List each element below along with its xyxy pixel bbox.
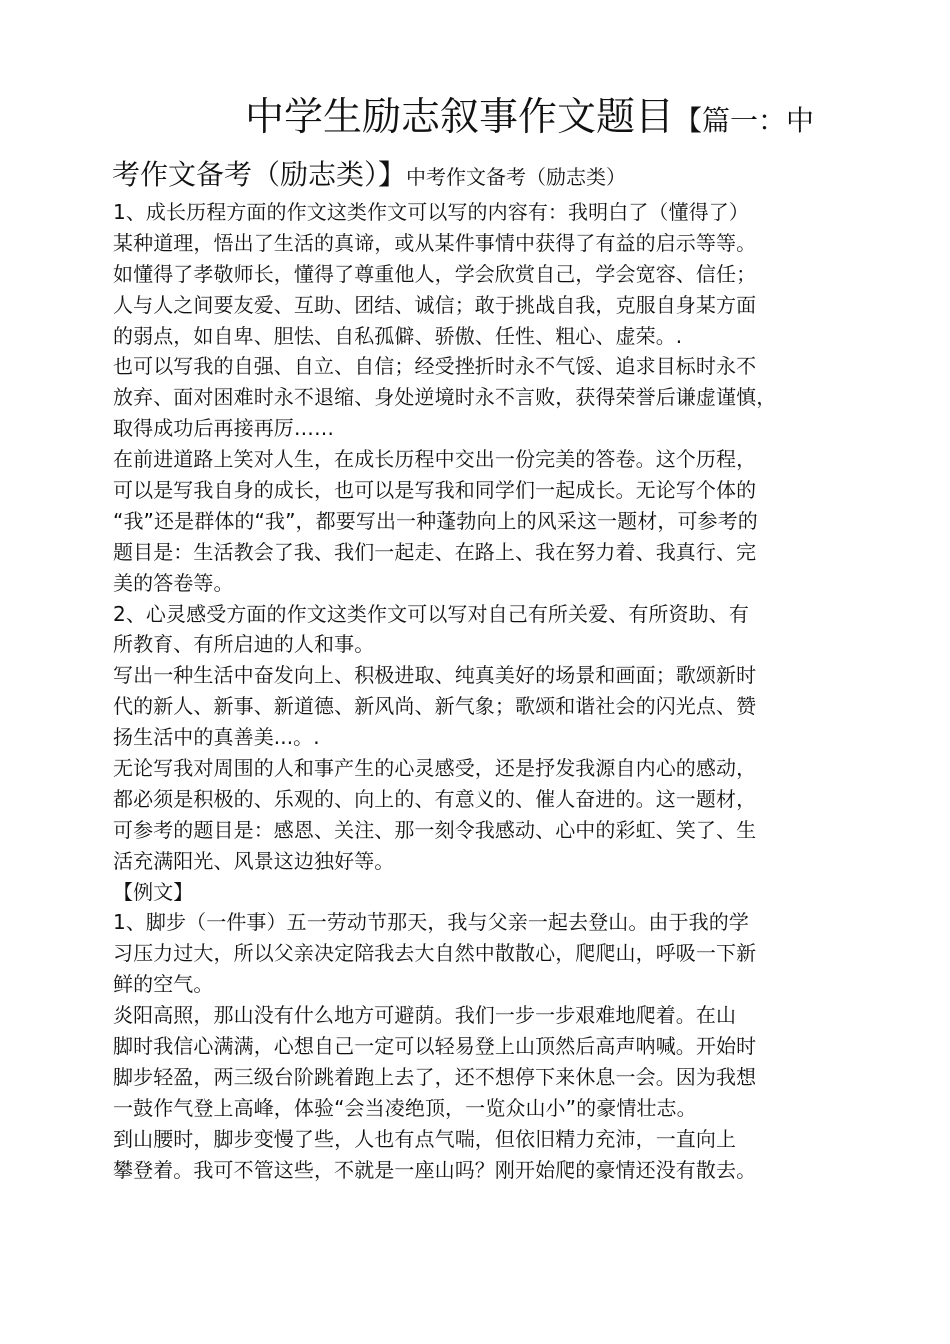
title-main: 中学生励志叙事作文题目 [245,95,675,140]
title-line2-bracket: 】 [378,158,407,191]
text-line: 都必须是积极的、乐观的、向上的、有意义的、催人奋进的。这一题材， [113,786,757,811]
text-line: 1、成长历程方面的作文这类作文可以写的内容有：我明白了（懂得了） [113,200,749,224]
text-line: 也可以写我的自强、自立、自信；经受挫折时永不气馁、追求目标时永不 [113,354,757,379]
text-line: 人与人之间要友爱、互助、团结、诚信；敢于挑战自我，克服自身某方面 [113,292,757,317]
title-bracket-part: 【篇一：中 [674,104,815,137]
text-line: 如懂得了孝敬师长，懂得了尊重他人，学会欣赏自己，学会宽容、信任； [113,261,757,286]
document-title-continued [112,155,626,199]
text-line: 可参考的题目是：感恩、关注、那一刻令我感动、心中的彩虹、笑了、生 [113,817,757,842]
text-line: 2、心灵感受方面的作文这类作文可以写对自己有所关爱、有所资助、有 [113,601,749,626]
text-line: 炎阳高照，那山没有什么地方可避荫。我们一步一步艰难地爬着。在山 [113,1003,737,1028]
text-line: 扬生活中的真善美...。. [113,725,320,750]
text-line: 题目是：生活教会了我、我们一起走、在路上、我在努力着、我真行、完 [113,539,757,564]
text-line: “我”还是群体的“我”，都要写出一种蓬勃向上的风采这一题材，可参考的 [113,508,758,533]
text-line: 鲜的空气。 [113,972,214,997]
title-line2-main: 考作文备考（励志类） [112,158,379,191]
text-line: 代的新人、新事、新道德、新风尚、新气象；歌颂和谐社会的闪光点、赞 [113,694,757,719]
text-line: 可以是写我自身的成长，也可以是写我和同学们一起成长。无论写个体的 [113,478,757,503]
text-line: 放弃、面对困难时永不退缩、身处逆境时永不言败，获得荣誉后谦虚谨慎， [113,385,777,410]
text-line: 脚步轻盈，两三级台阶跳着跑上去了，还不想停下来休息一会。因为我想 [113,1064,757,1089]
text-line: 脚时我信心满满，心想自己一定可以轻易登上山顶然后高声呐喊。开始时 [113,1034,757,1059]
text-line: 写出一种生活中奋发向上、积极进取、纯真美好的场景和画面；歌颂新时 [113,663,757,688]
text-line: 某种道理，悟出了生活的真谛，或从某件事情中获得了有益的启示等等。 [113,230,757,255]
title-line2-small: 中考作文备考（励志类） [406,165,627,189]
text-line: 所教育、有所启迪的人和事。 [113,632,375,657]
text-line: 1、脚步（一件事）五一劳动节那天，我与父亲一起去登山。由于我的学 [113,910,749,935]
text-line: 活充满阳光、风景这边独好等。 [113,848,395,873]
text-line: 在前进道路上笑对人生，在成长历程中交出一份完美的答卷。这个历程， [113,447,757,472]
text-line: 攀登着。我可不管这些，不就是一座山吗？刚开始爬的豪情还没有散去。 [113,1157,757,1182]
document-body [113,197,883,1186]
text-line: 的弱点，如自卑、胆怯、自私孤僻、骄傲、任性、粗心、虚荣。. [113,323,683,348]
text-line: 美的答卷等。 [113,570,234,595]
text-line: 到山腰时，脚步变慢了些，人也有点气喘，但依旧精力充沛，一直向上 [113,1126,737,1151]
text-line: 无论写我对周围的人和事产生的心灵感受，还是抒发我源自内心的感动， [113,756,757,781]
document-title [245,94,814,145]
text-line: 【例文】 [113,879,194,904]
text-line: 一鼓作气登上高峰，体验“会当凌绝顶，一览众山小”的豪情壮志。 [113,1095,697,1120]
text-line: 取得成功后再接再厉…… [113,416,335,441]
text-line: 习压力过大，所以父亲决定陪我去大自然中散散心，爬爬山，呼吸一下新 [113,941,757,966]
